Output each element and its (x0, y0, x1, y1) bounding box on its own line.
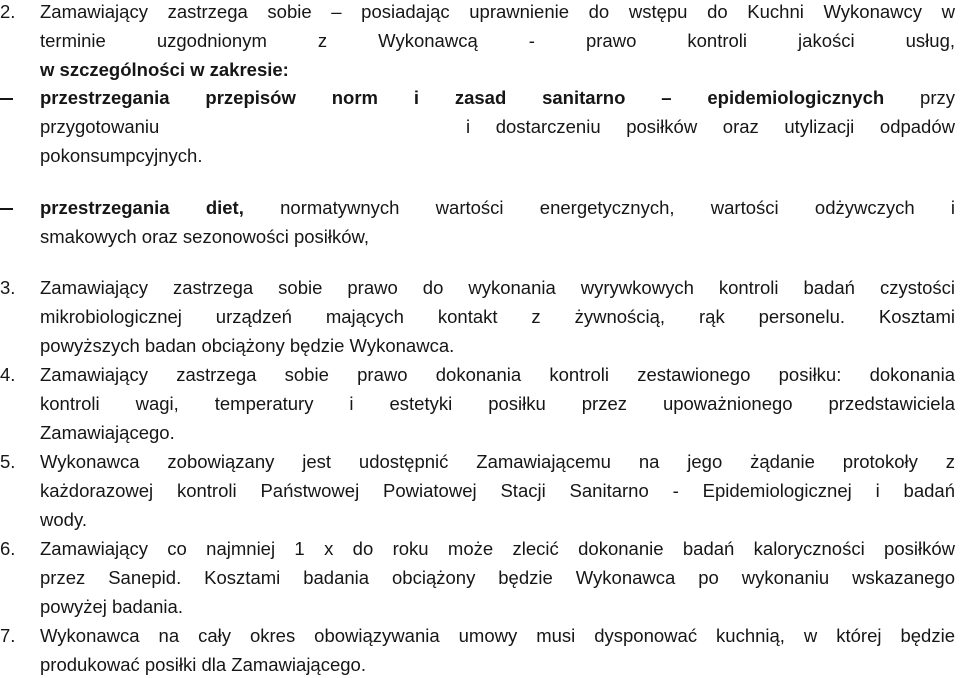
bold-text: przestrzegania diet, (40, 197, 244, 218)
item-text-line: Zamawiającego. (40, 422, 175, 443)
sub-item-text: normatywnych wartości energetycznych, wartości odżywczych i (280, 197, 956, 218)
item-text-line: kontroli wagi, temperatury i estetyki posiłku przez upoważnionego przedstawiciela (40, 393, 955, 414)
item-text-line: produkować posiłki dla Zamawiającego. (40, 654, 366, 675)
item-text-line: mikrobiologicznej urządzeń mających kontakt z żywnością, rąk personelu. Kosztami (40, 306, 955, 327)
item-number: 4. (0, 364, 16, 385)
item-text-line: powyższych badan obciążony będzie Wykonawca. (40, 335, 455, 356)
dash-bullet (0, 98, 13, 100)
item-number: 2. (0, 1, 16, 22)
sub-item-line: smakowych oraz sezonowości posiłków, (40, 226, 370, 247)
item-text-line: terminie uzgodnionym z Wykonawcą - prawo kontroli jakości usług, (40, 30, 955, 51)
bold-text: w szczególności w zakresie: (40, 59, 289, 80)
item-text-line: Zamawiający zastrzega sobie prawo dokonania kontroli zestawionego posiłku: dokonania (40, 364, 955, 385)
item-text-line-bold (40, 59, 955, 81)
item-text-line: każdorazowej kontroli Państwowej Powiatowej Stacji Sanitarno - Epidemiologicznej i badań (40, 480, 955, 501)
sub-item-text: przy (920, 87, 955, 108)
item-number: 3. (0, 277, 16, 298)
sub-item-line (40, 87, 955, 109)
bold-text: przestrzegania przepisów norm i zasad sanitarno – epidemiologicznych (40, 87, 885, 108)
item-text-line: wody. (40, 509, 87, 530)
item-text-line: Wykonawca zobowiązany jest udostępnić Zamawiającemu na jego żądanie protokoły z (40, 451, 955, 472)
sub-item-text: przygotowaniu (40, 116, 160, 137)
item-text-line: powyżej badania. (40, 596, 183, 617)
sub-item-text: i dostarczeniu posiłków oraz utylizacji odpadów (466, 116, 955, 137)
item-number: 5. (0, 451, 16, 472)
item-number: 6. (0, 538, 16, 559)
sub-item-line (40, 116, 955, 138)
sub-item-line: pokonsumpcyjnych. (40, 145, 203, 166)
item-number: 7. (0, 625, 16, 646)
item-text-line: Wykonawca na cały okres obowiązywania umowy musi dysponować kuchnią, w której będzie (40, 625, 955, 646)
item-text-line: Zamawiający zastrzega sobie prawo do wykonania wyrywkowych kontroli badań czystości (40, 277, 955, 298)
sub-item-line (40, 197, 955, 219)
item-text-line: przez Sanepid. Kosztami badania obciążony będzie Wykonawca po wykonaniu wskazanego (40, 567, 955, 588)
dash-bullet (0, 208, 13, 210)
item-text-line: Zamawiający zastrzega sobie – posiadając uprawnienie do wstępu do Kuchni Wykonawcy w (40, 1, 955, 22)
item-text-line: Zamawiający co najmniej 1 x do roku może zlecić dokonanie badań kaloryczności posiłków (40, 538, 955, 559)
